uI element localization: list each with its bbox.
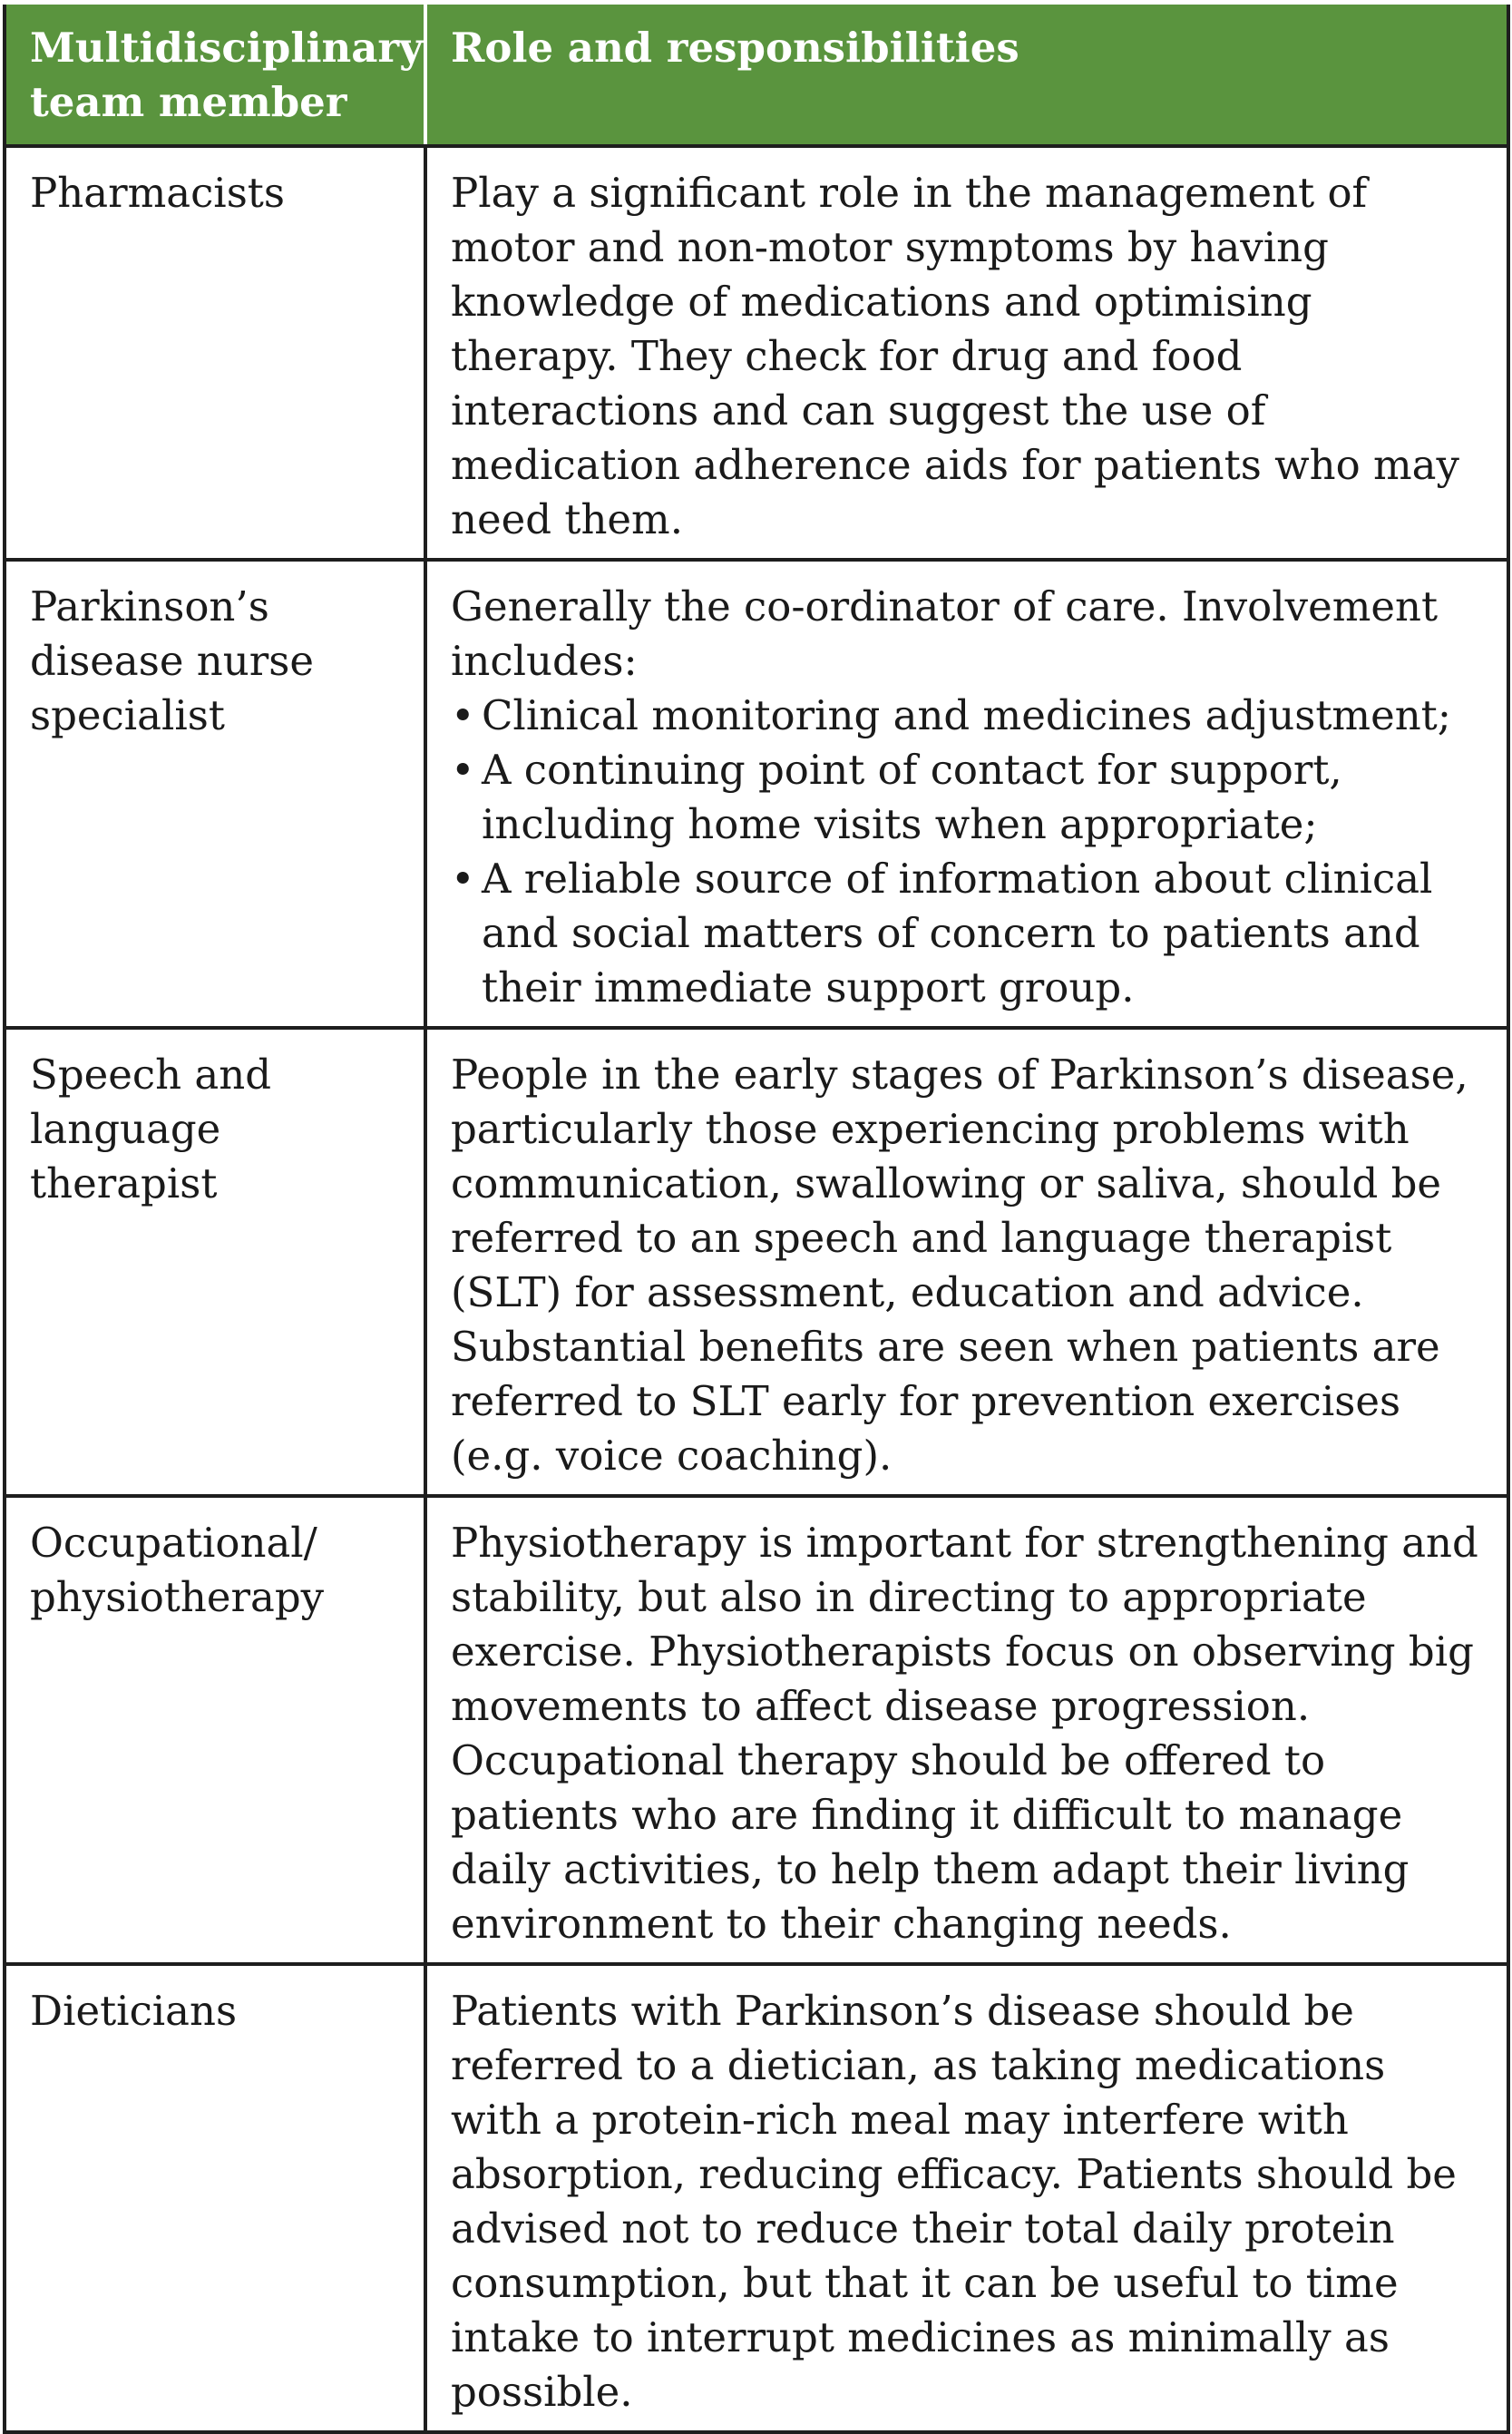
member-cell: Pharmacists — [5, 146, 425, 560]
table-row — [5, 1028, 1508, 1496]
member-cell: Dieticians — [5, 1964, 425, 2432]
role-cell: People in the early stages of Parkinson’s disease, particularly those experiencing problems with communication, swallowing or saliva, should be referred to an speech and language therapist (SLT) for assessment, education and advice. Substantial benefits are seen when patients are referred to SLT early for prevention exercises (e.g. voice coaching). — [425, 1028, 1508, 1496]
member-cell: Speech and language therapist — [5, 1028, 425, 1496]
role-bullet: • A reliable source of information about clinical and social matters of concern to patients and their immediate support group. — [451, 852, 1485, 1015]
table-header-row — [5, 5, 1508, 146]
role-cell: Patients with Parkinson’s disease should be referred to a dietician, as taking medications with a protein-rich meal may interfere with absorption, reducing efficacy. Patients should be advised not to reduce their total daily protein consumption, but that it can be useful to time intake to interrupt medicines as minimally as possible. — [425, 1964, 1508, 2432]
table-row — [5, 560, 1508, 1028]
role-bullet: • Clinical monitoring and medicines adjustment; — [451, 689, 1485, 743]
role-cell: Play a significant role in the management of motor and non-motor symptoms by having knowledge of medications and optimising therapy. They check for drug and food interactions and can suggest the use of medication adherence aids for patients who may need them. — [425, 146, 1508, 560]
table-row — [5, 1964, 1508, 2432]
role-bullet-list — [451, 689, 1485, 1015]
role-bullet: • A continuing point of contact for support, including home visits when appropriate; — [451, 743, 1485, 852]
role-cell: Physiotherapy is important for strengthening and stability, but also in directing to appropriate exercise. Physiotherapists focus on observing big movements to affect disease progression. Occupational therapy should be offered to patients who are finding it difficult to manage daily activities, to help them adapt their living environment to their changing needs. — [425, 1496, 1508, 1964]
mdt-roles-table — [3, 5, 1510, 2434]
table-row — [5, 1496, 1508, 1964]
role-cell — [425, 560, 1508, 1028]
role-intro: Generally the co-ordinator of care. Involvement includes: — [451, 582, 1439, 685]
member-cell: Occupational/ physiotherapy — [5, 1496, 425, 1964]
header-role: Role and responsibilities — [425, 5, 1508, 146]
header-member: Multidisciplinary team member — [5, 5, 425, 146]
table-row — [5, 146, 1508, 560]
member-cell: Parkinson’s disease nurse specialist — [5, 560, 425, 1028]
